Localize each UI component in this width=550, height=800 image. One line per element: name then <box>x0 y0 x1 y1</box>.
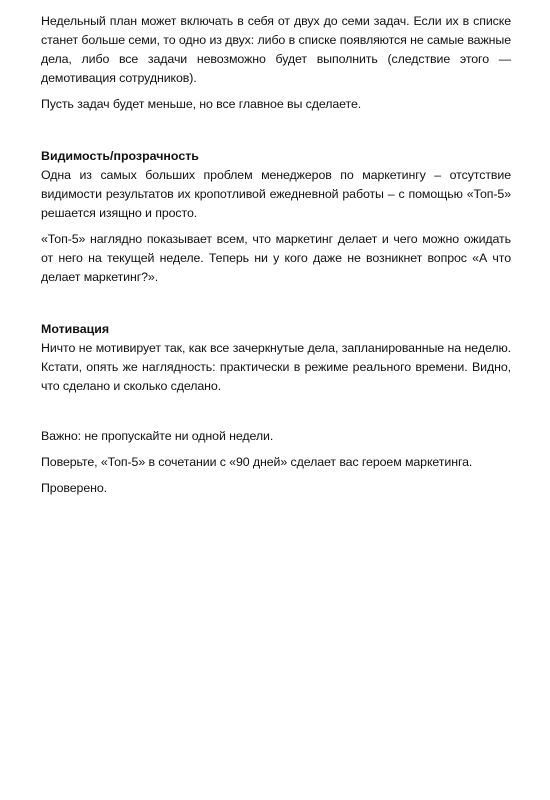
intro-paragraph-1: Недельный план может включать в себя от двух до семи задач. Если их в списке станет больше семи, то одно из двух: либо в списке появляются не самые важные дела, либо все задачи невозможно будет выполнить (следствие этого — демотивация сотрудников). <box>41 14 511 85</box>
intro-paragraph-2: Пусть задач будет меньше, но все главное вы сделаете. <box>41 97 362 111</box>
visibility-paragraph-2: «Топ-5» наглядно показывает всем, что маркетинг делает и чего можно ожидать от него на текущей неделе. Теперь ни у кого даже не возникнет вопрос «А что делает маркетинг?». <box>41 232 511 284</box>
closing-paragraph-2: Поверьте, «Топ-5» в сочетании с «90 дней» сделает вас героем маркетинга. <box>41 455 473 469</box>
document-page <box>41 12 511 498</box>
section-heading-motivation: Мотивация <box>41 322 110 336</box>
visibility-paragraph-1: Одна из самых больших проблем менеджеров по маркетингу – отсутствие видимости результатов их кропотливой ежедневной работы – с помощью «Топ-5» решается изящно и просто. <box>41 168 511 220</box>
section-heading-visibility: Видимость/прозрачность <box>41 149 199 163</box>
closing-paragraph-3: Проверено. <box>41 481 107 495</box>
motivation-paragraph-1: Ничто не мотивирует так, как все зачеркнутые дела, запланированные на неделю. Кстати, опять же наглядность: практически в режиме реального времени. Видно, что сделано и сколько сделано. <box>41 341 511 393</box>
closing-paragraph-1: Важно: не пропускайте ни одной недели. <box>41 429 274 443</box>
